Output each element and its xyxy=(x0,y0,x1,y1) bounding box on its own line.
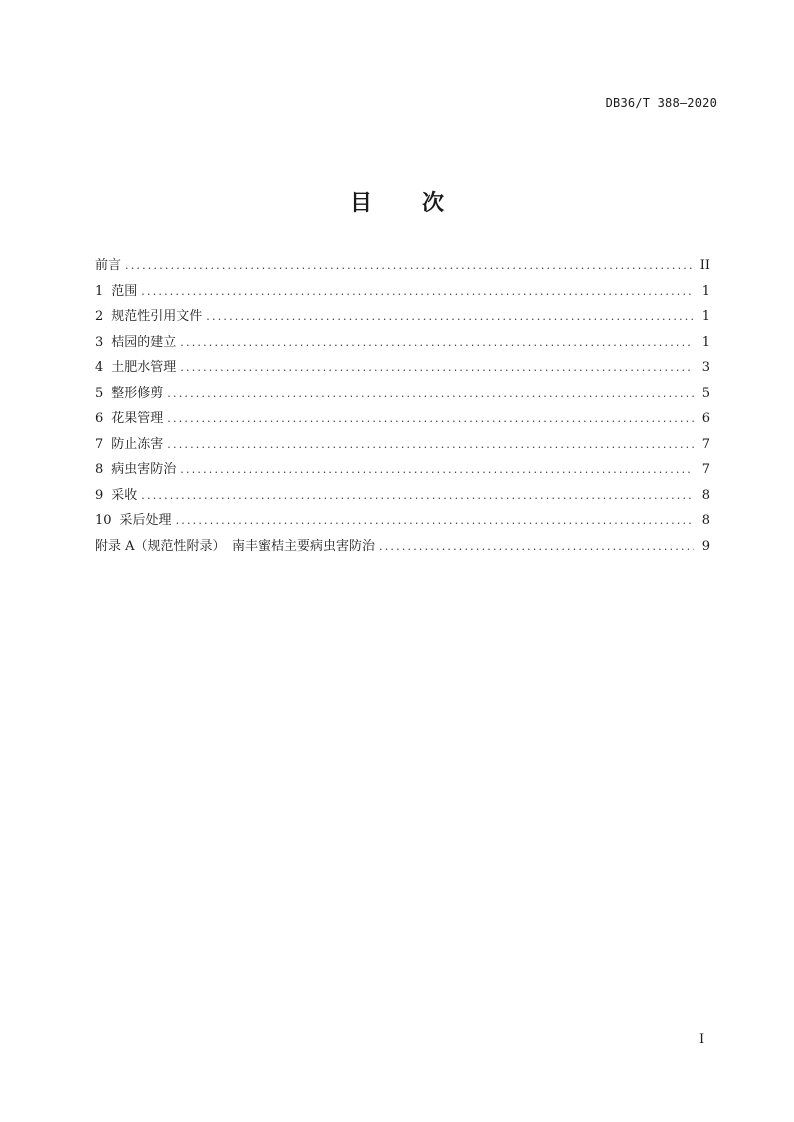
toc-entry-label: 病虫害防治 xyxy=(111,462,177,477)
toc-entry-7[interactable] xyxy=(95,433,710,459)
toc-entry-page: 8 xyxy=(701,487,710,503)
standard-code: DB36/T 388—2020 xyxy=(605,96,717,110)
toc-dot-leader xyxy=(176,514,694,527)
toc-entry-number: 3 xyxy=(95,334,104,350)
page-title xyxy=(0,186,794,217)
toc-entry-number: 8 xyxy=(95,462,104,477)
toc-dot-leader xyxy=(167,438,694,451)
toc-entry-5[interactable] xyxy=(95,382,710,408)
toc-dot-leader xyxy=(141,489,694,502)
toc-entry-number: 9 xyxy=(95,487,104,503)
toc-entry-3[interactable] xyxy=(95,331,710,357)
toc-entry-6[interactable] xyxy=(95,407,710,433)
toc-dot-leader xyxy=(180,336,694,349)
toc-entry-page: 3 xyxy=(701,360,710,375)
toc-entry-label: 花果管理 xyxy=(111,411,164,426)
toc-entry-label: 桔园的建立 xyxy=(111,334,177,350)
toc-entry-label: 采后处理 xyxy=(119,513,172,528)
toc-entry-2[interactable] xyxy=(95,305,710,331)
toc-entry-1[interactable] xyxy=(95,280,710,306)
toc-entry-page: 1 xyxy=(701,283,710,299)
toc-entry-label: 采收 xyxy=(111,487,138,503)
toc-dot-leader xyxy=(180,463,694,476)
toc-dot-leader xyxy=(141,285,694,298)
page-title-char-1: 目 xyxy=(349,191,372,216)
toc-entry-label: 前言 xyxy=(95,258,122,273)
page-title-char-2: 次 xyxy=(422,191,445,216)
toc-entry-number: 7 xyxy=(95,436,104,452)
toc-entry-number: 10 xyxy=(95,513,112,528)
toc-entry-page: 5 xyxy=(701,385,710,401)
toc-entry-label: 附录 A（规范性附录） 南丰蜜桔主要病虫害防治 xyxy=(95,538,376,554)
toc-entry-page: II xyxy=(699,258,710,273)
toc-entry-appendix-a[interactable] xyxy=(95,535,710,561)
toc-dot-leader xyxy=(167,387,694,400)
toc-entry-number: 6 xyxy=(95,411,104,426)
toc-entry-label: 土肥水管理 xyxy=(111,360,177,375)
toc-entry-label: 整形修剪 xyxy=(111,385,164,401)
toc-entry-label: 规范性引用文件 xyxy=(111,309,203,324)
toc-entry-page: 8 xyxy=(701,513,710,528)
toc-entry-number: 5 xyxy=(95,385,104,401)
toc-entry-number: 1 xyxy=(95,283,104,299)
toc-entry-page: 7 xyxy=(701,436,710,452)
toc-entry-label: 防止冻害 xyxy=(111,436,164,452)
toc-entry-10[interactable] xyxy=(95,509,710,535)
toc-dot-leader xyxy=(125,259,694,272)
toc-dot-leader xyxy=(167,412,694,425)
toc-entry-9[interactable] xyxy=(95,484,710,510)
toc-entry-8[interactable] xyxy=(95,458,710,484)
toc-entry-page: 1 xyxy=(701,334,710,350)
toc-entry-number: 4 xyxy=(95,360,104,375)
toc-entry-page: 1 xyxy=(701,309,710,324)
toc-entry-page: 7 xyxy=(701,462,710,477)
toc-entry-label: 范围 xyxy=(111,283,138,299)
toc-entry-page: 9 xyxy=(701,538,710,554)
toc-entry-number: 2 xyxy=(95,309,104,324)
table-of-contents xyxy=(95,254,710,560)
toc-dot-leader xyxy=(206,310,694,323)
toc-entry-page: 6 xyxy=(701,411,710,426)
toc-entry-foreword[interactable] xyxy=(95,254,710,280)
page-number: I xyxy=(699,1032,705,1047)
toc-entry-4[interactable] xyxy=(95,356,710,382)
toc-dot-leader xyxy=(379,540,694,553)
toc-dot-leader xyxy=(180,361,694,374)
